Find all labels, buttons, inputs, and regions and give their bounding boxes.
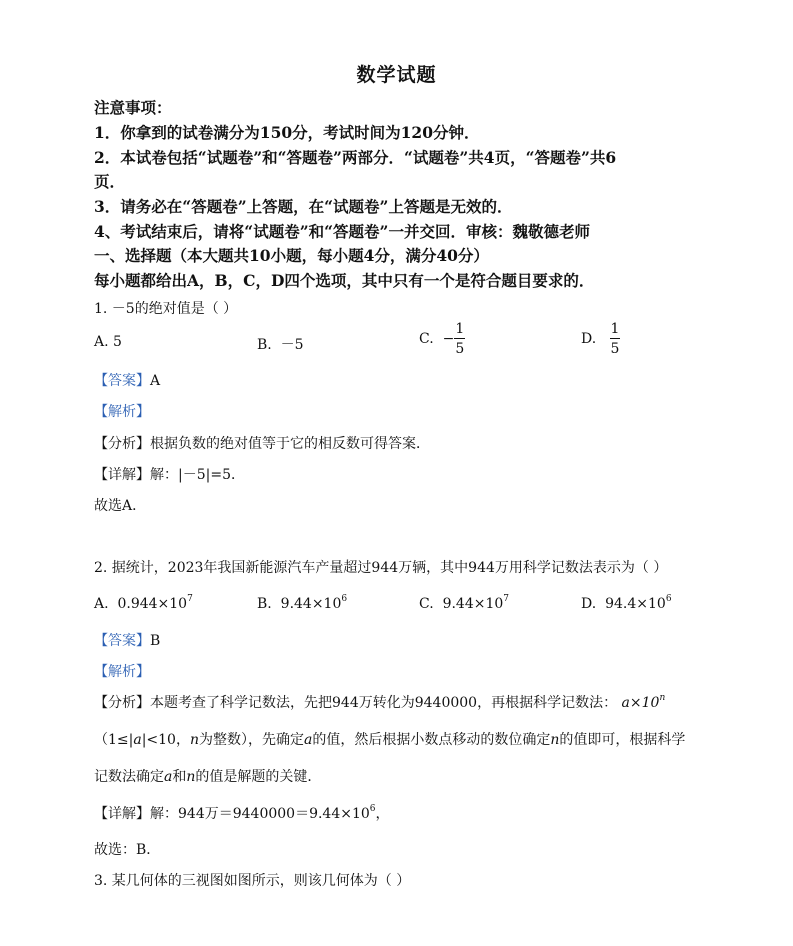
q1-option-b: B. －5 xyxy=(257,337,304,353)
notice-item-1: 1．你拿到的试卷满分为150分，考试时间为120分钟． xyxy=(94,123,480,142)
q2-option-d: D. $94.4\times 10^6$ xyxy=(581,594,672,612)
q1-detail: 【详解】解：|－5|=5． xyxy=(94,467,245,483)
notice-heading: 注意事项： xyxy=(94,98,172,117)
q1-option-d-fraction: $\frac{1}{5}$ xyxy=(610,321,620,357)
q1-conclusion: 故选A． xyxy=(94,498,147,514)
q2-fenxi-line-3: 记数法确定a和n的值是解题的关键． xyxy=(94,769,322,785)
section-instruction: 每小题都给出A，B，C，D四个选项，其中只有一个是符合题目要求的． xyxy=(94,271,595,290)
notice-item-2: 2．本试卷包括“试题卷”和“答题卷”两部分．“试题卷”共4页，“答题卷”共6 xyxy=(94,148,617,167)
notice-item-3: 3．请务必在“答题卷”上答题，在“试题卷”上答题是无效的． xyxy=(94,197,513,216)
q2-option-a: A. $0.944\times 10^7$ xyxy=(94,594,193,612)
answer-tag: 【答案】 xyxy=(94,373,150,389)
q1-option-a: A. 5 xyxy=(94,334,122,350)
q2-stem: 2. 据统计，2023年我国新能源汽车产量超过944万辆，其中944万用科学记数法表示为（ ） xyxy=(94,560,668,576)
q2-conclusion: 故选：B． xyxy=(94,842,161,858)
q1-fenxi: 【分析】根据负数的绝对值等于它的相反数可得答案． xyxy=(94,436,430,452)
q2-analysis-tag: 【解析】 xyxy=(94,664,150,680)
q2-option-c: C. $9.44\times 10^7$ xyxy=(419,594,510,612)
q1-analysis-tag: 【解析】 xyxy=(94,404,150,420)
q1-option-c-fraction: $\frac{1}{5}$ xyxy=(455,321,465,357)
notice-item-2-cont: 页． xyxy=(94,172,126,191)
q2-option-b: B. $9.44\times 10^6$ xyxy=(257,594,348,612)
q2-fenxi-line-1: 【分析】本题考查了科学记数法，先把944万转化为9440000，再根据科学记数法： $a\times 10^n$ xyxy=(94,693,666,711)
q1-stem: 1. －5的绝对值是（ ） xyxy=(94,301,238,317)
answer-tag: 【答案】 xyxy=(94,633,150,649)
page-title: 数学试题 xyxy=(356,64,437,86)
notice-item-4: 4、考试结束后，请将“试题卷”和“答题卷”一并交回．审核：魏敬德老师 xyxy=(94,222,590,241)
section-heading: 一、选择题（本大题共10小题，每小题4分，满分40分） xyxy=(94,246,489,265)
q2-answer: 【答案】B xyxy=(94,633,161,649)
q1-option-d: D. $\frac{1}{5}$ xyxy=(581,321,620,357)
q3-stem: 3. 某几何体的三视图如图所示，则该几何体为（ ） xyxy=(94,873,411,889)
q1-option-c: C. − $\frac{1}{5}$ xyxy=(419,321,465,357)
q1-answer: 【答案】A xyxy=(94,373,161,389)
q2-detail: 【详解】解：944万$=9440000=9.44\times 10^6$， xyxy=(94,804,390,822)
q2-fenxi-line-2: （1≤|a|<10，n为整数），先确定a的值，然后根据小数点移动的数位确定n的值即可，根据科学 xyxy=(94,732,686,748)
